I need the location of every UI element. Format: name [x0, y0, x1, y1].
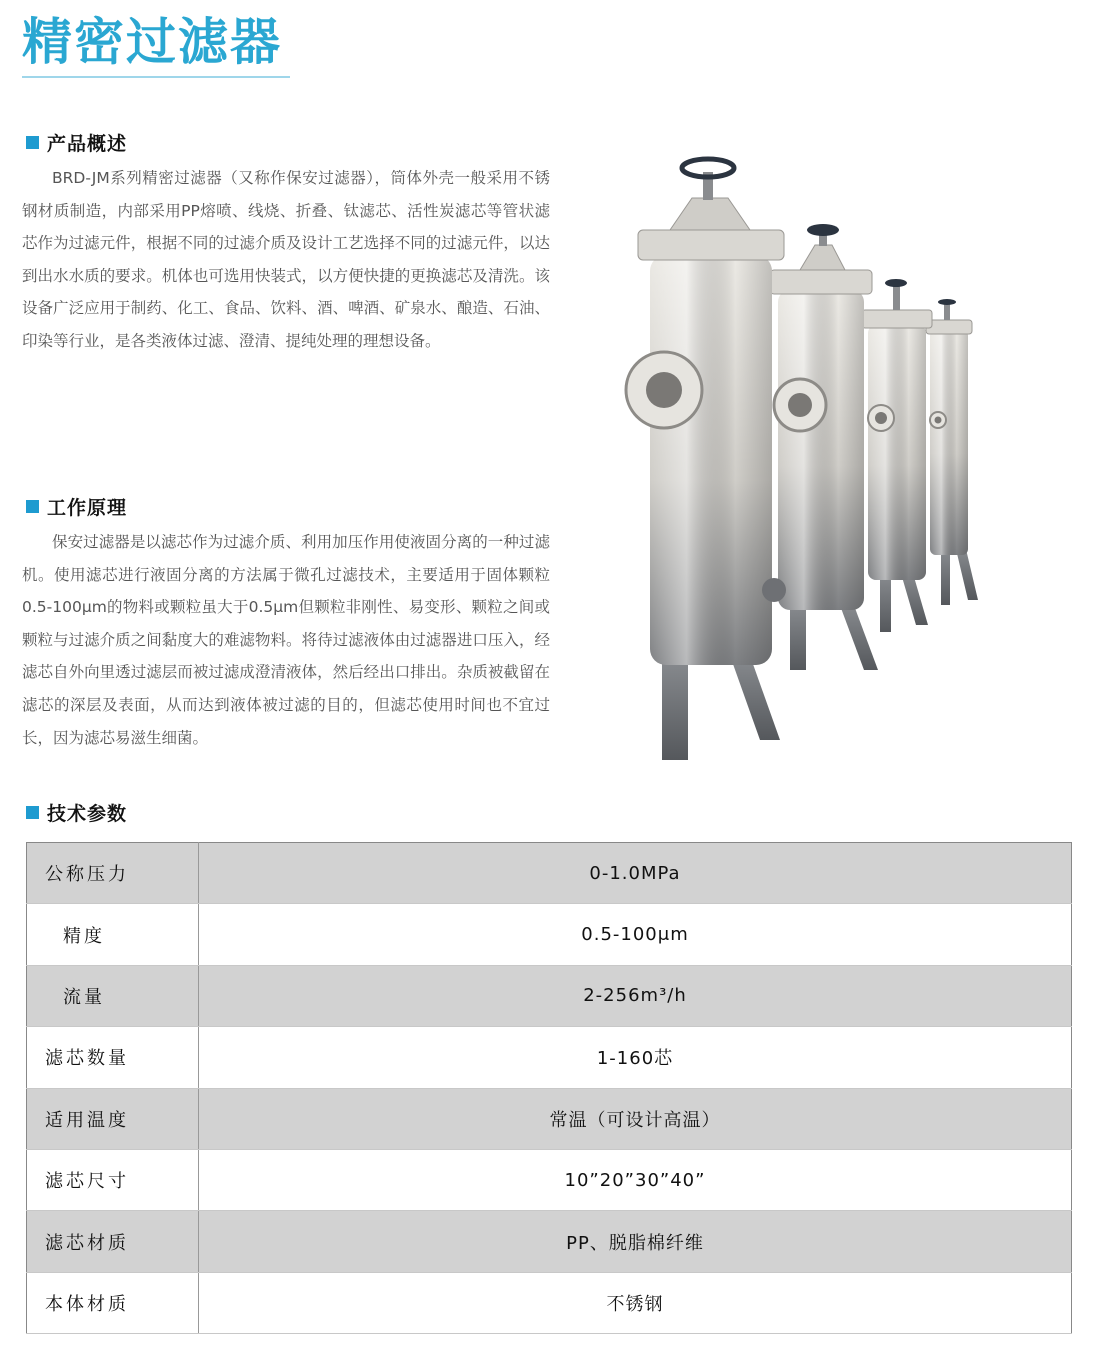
spec-value: 不锈钢	[199, 1272, 1072, 1333]
table-row	[27, 965, 1072, 1026]
section-marker-icon	[26, 136, 39, 149]
spec-key: 公称压力	[27, 843, 199, 904]
spec-value: 1-160芯	[199, 1027, 1072, 1088]
spec-key: 适用温度	[27, 1088, 199, 1149]
table-row	[27, 1211, 1072, 1272]
page-title: 精密过滤器	[22, 13, 282, 71]
spec-value: 10”20”30”40”	[199, 1149, 1072, 1210]
table-row	[27, 1149, 1072, 1210]
principle-text: 保安过滤器是以滤芯作为过滤介质、利用加压作用使液固分离的一种过滤机。使用滤芯进行液固分离的方法属于微孔过滤技术，主要适用于固体颗粒0.5-100μm的物料或颗粒虽大于0.5μm但颗粒非刚性、易变形、颗粒之间或颗粒与过滤介质之间黏度大的难滤物料。将待过滤液体由过滤器进口压入，经滤芯自外向里透过滤层而被过滤成澄清液体，然后经出口排出。杂质被截留在滤芯的深层及表面，从而达到液体被过滤的目的，但滤芯使用时间也不宜过长，因为滤芯易滋生细菌。	[22, 533, 550, 747]
specs-heading	[26, 800, 127, 824]
filter-housings-image	[600, 150, 1000, 770]
principle-heading	[26, 494, 127, 518]
spec-value: 2-256m³/h	[199, 965, 1072, 1026]
table-row	[27, 1088, 1072, 1149]
filter-unit-1	[626, 159, 786, 760]
spec-value: 0.5-100μm	[199, 904, 1072, 965]
table-row	[27, 843, 1072, 904]
spec-key: 精度	[27, 904, 199, 965]
filter-unit-3	[862, 279, 932, 632]
section-marker-icon	[26, 806, 39, 819]
table-row	[27, 1027, 1072, 1088]
title-underline	[22, 76, 290, 78]
specs-heading-label: 技术参数	[47, 802, 128, 825]
spec-value: 0-1.0MPa	[199, 843, 1072, 904]
spec-key: 流量	[27, 965, 199, 1026]
spec-value: PP、脱脂棉纤维	[199, 1211, 1072, 1272]
spec-key: 滤芯数量	[27, 1027, 199, 1088]
spec-table	[26, 842, 1072, 1334]
filter-unit-2	[770, 224, 878, 670]
filter-unit-4	[926, 299, 978, 605]
section-marker-icon	[26, 500, 39, 513]
principle-heading-label: 工作原理	[47, 496, 128, 519]
overview-heading-label: 产品概述	[47, 132, 128, 155]
spec-key: 滤芯尺寸	[27, 1149, 199, 1210]
spec-key: 本体材质	[27, 1272, 199, 1333]
table-row	[27, 904, 1072, 965]
spec-value: 常温（可设计高温）	[199, 1088, 1072, 1149]
overview-text: BRD-JM系列精密过滤器（又称作保安过滤器），筒体外壳一般采用不锈钢材质制造，内部采用PP熔喷、线烧、折叠、钛滤芯、活性炭滤芯等管状滤芯作为过滤元件，根据不同的过滤介质及设计工艺选择不同的过滤元件，以达到出水水质的要求。机体也可选用快装式，以方便快捷的更换滤芯及清洗。该设备广泛应用于制药、化工、食品、饮料、酒、啤酒、矿泉水、酿造、石油、印染等行业，是各类液体过滤、澄清、提纯处理的理想设备。	[22, 169, 550, 350]
spec-key: 滤芯材质	[27, 1211, 199, 1272]
overview-heading	[26, 130, 127, 154]
table-row	[27, 1272, 1072, 1333]
